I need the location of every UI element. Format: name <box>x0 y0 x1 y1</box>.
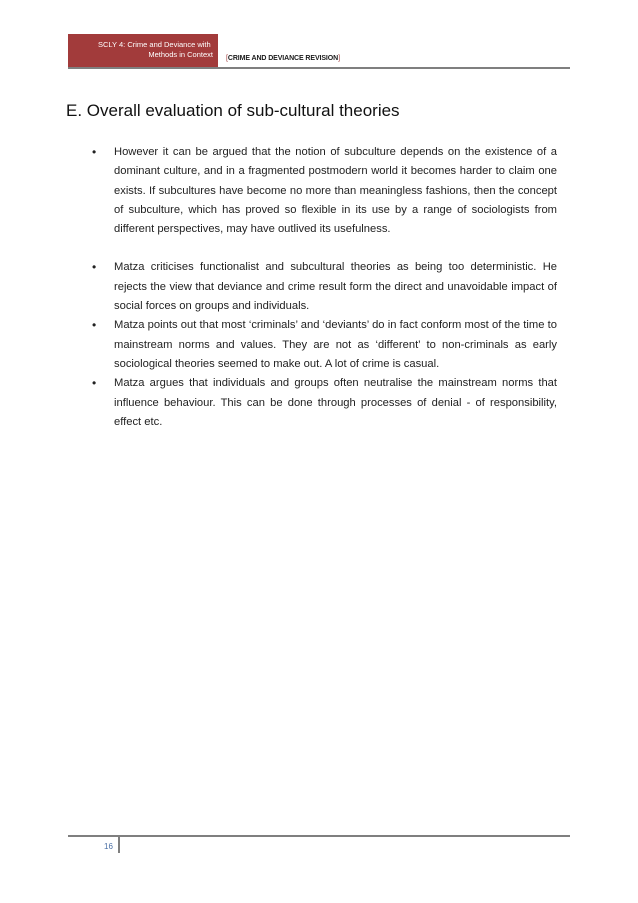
footer-divider <box>68 835 570 837</box>
header-divider <box>68 67 570 69</box>
bullet-item: • Matza argues that individuals and groups often neutralise the mainstream norms that influence behaviour. This can be done through processes of denial - of responsibility, effect etc. <box>92 374 557 432</box>
header-title-text: CRIME AND DEVIANCE REVISION <box>227 55 339 62</box>
header-document-title: [CRIME AND DEVIANCE REVISION] <box>226 55 340 62</box>
bullet-item: • Matza points out that most ‘criminals’ and ‘deviants’ do in fact conform most of the time to mainstream norms and values. They are not as ‘different’ to non-criminals as early sociological theories seemed to make out. A lot of crime is casual. <box>92 316 557 374</box>
page-number: 16 <box>104 842 113 851</box>
section-heading: E. Overall evaluation of sub-cultural theories <box>66 101 400 120</box>
bullet-item: • However it can be argued that the notion of subculture depends on the existence of a dominant culture, and in a fragmented postmodern world it becomes harder to claim one exists. If subcultures have become no more than meaningless fashions, then the concept of subculture, which has proved so flexible in its use by a range of sociologists from different perspectives, may have outlived its usefulness. <box>92 143 557 239</box>
bullet-item: • Matza criticises functionalist and subcultural theories as being too deterministic. He rejects the view that deviance and crime result form the direct and unavoidable impact of social forces on groups and individuals. <box>92 258 557 316</box>
header-course-line-1: SCLY 4: Crime and Deviance with <box>98 40 211 49</box>
header-course-box <box>68 34 218 68</box>
bullet-list <box>92 143 557 432</box>
page-number-bar <box>118 837 120 853</box>
header-course-line-2: Methods in Context <box>148 50 213 59</box>
